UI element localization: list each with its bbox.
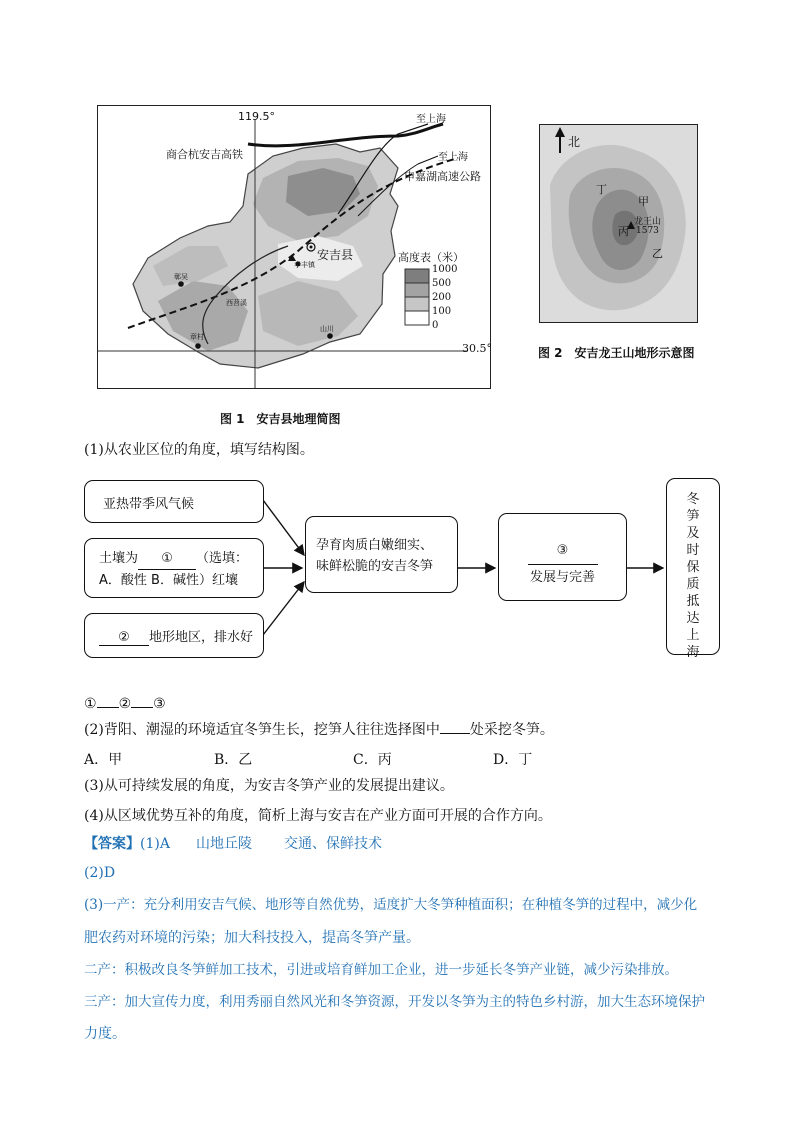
- legend-1000: [405, 269, 429, 283]
- peak-height: 1573: [636, 226, 659, 236]
- blank-line-2-label: ②: [118, 696, 132, 712]
- option-a[interactable]: A．甲: [84, 752, 123, 768]
- option-d[interactable]: D．丁: [493, 752, 533, 768]
- legend-label-100: 100: [432, 306, 452, 317]
- answer-blank-2[interactable]: [131, 707, 153, 708]
- arrow-terrain: [263, 582, 304, 635]
- figure-2-terrain: [539, 124, 698, 323]
- blanks-line: [84, 694, 166, 714]
- box-climate-text: 亚热带季风气候: [103, 497, 195, 512]
- latitude-label: 30.5°: [462, 342, 492, 355]
- town-marker-se: [327, 333, 333, 339]
- terrain-post: 地形地区，排水好: [149, 630, 254, 645]
- answer-1: [84, 834, 382, 854]
- figure-1-caption: 图 1 安吉县地理简图: [220, 412, 341, 426]
- q2-blank[interactable]: [440, 733, 470, 734]
- soil-post: （选填：: [196, 551, 249, 566]
- county-label: 安吉县: [317, 248, 354, 262]
- to-shanghai-label-2: 至上海: [438, 152, 468, 163]
- question-3: (3)从可持续发展的角度，为安吉冬笋产业的发展提出建议。: [84, 778, 454, 794]
- box-soil: [84, 538, 264, 598]
- town-marker-sw: [195, 343, 201, 349]
- highway-label: 申嘉湖高速公路: [404, 170, 481, 183]
- box-final: [666, 478, 720, 660]
- legend-100: [405, 311, 429, 325]
- question-1: (1)从农业区位的角度，填写结构图。: [84, 442, 314, 458]
- answer-tag: 【答案】: [84, 836, 140, 852]
- legend-label-0: 0: [432, 320, 439, 331]
- center-line1: 孕育肉质白嫩细实、: [316, 538, 434, 553]
- answer-1-c: 交通、保鲜技术: [283, 836, 382, 852]
- blank-2[interactable]: ②: [99, 630, 149, 646]
- question-4: (4)从区域优势互补的角度，简析上海与安吉在产业方面可开展的合作方向。: [84, 808, 552, 824]
- place-label-se: 山川: [320, 325, 334, 333]
- point-jia: 甲: [638, 195, 649, 208]
- final-text: 冬笋及时保质抵达上海: [686, 492, 700, 660]
- blank-3[interactable]: ③: [528, 538, 598, 565]
- legend-label-1000: 1000: [432, 264, 458, 275]
- town-marker-west: [178, 281, 184, 287]
- legend-500: [405, 283, 429, 297]
- blank-1[interactable]: ①: [138, 548, 196, 570]
- box-terrain: [84, 613, 264, 658]
- answer-3-line-3: 二产：积极改良冬笋鲜加工技术，引进或培育鲜加工企业，进一步延长冬笋产业链，减少污染排放。: [84, 962, 678, 978]
- answer-2: (2)D: [84, 865, 116, 881]
- legend-label-500: 500: [432, 278, 452, 289]
- to-shanghai-label-1: 至上海: [416, 114, 446, 125]
- blank-line-1-label: ①: [84, 696, 97, 712]
- legend-title: 高度表（米）: [398, 251, 464, 264]
- answer-3-line-4: 三产：加大宣传力度，利用秀丽自然风光和冬笋资源，开发以冬笋为主的特色乡村游，加大生态环境保护: [84, 994, 705, 1010]
- answer-1-a: (1)A: [140, 836, 170, 852]
- box-development: [498, 513, 627, 601]
- soil-line2: A．酸性 B．碱性）红壤: [99, 573, 238, 588]
- answer-3-line-1: (3)一产：充分利用安吉气候、地形等自然优势，适度扩大冬笋种植面积；在种植冬笋的过程中，减少化: [84, 897, 698, 913]
- soil-pre: 土壤为: [99, 551, 139, 566]
- center-line2: 味鲜松脆的安吉冬笋: [316, 559, 434, 574]
- county-map-svg: [98, 106, 490, 388]
- question-2: [84, 720, 554, 740]
- q2-pre: (2)背阳、潮湿的环境适宜冬笋生长，挖笋人往往选择图中: [84, 722, 440, 738]
- answer-3-line-5: 力度。: [84, 1026, 126, 1042]
- answer-1-b: 山地丘陵: [195, 836, 252, 852]
- arrow-climate: [263, 500, 304, 555]
- figure-1-map: [97, 105, 491, 389]
- blank-line-3-label: ③: [153, 696, 166, 712]
- river-label: 西苕溪: [226, 299, 247, 307]
- box-center: [305, 516, 458, 593]
- point-bing: 丙: [618, 225, 629, 238]
- place-label-west: 鄣吴: [174, 273, 188, 281]
- option-c[interactable]: C．丙: [353, 752, 392, 768]
- answer-blank-1[interactable]: [97, 707, 119, 708]
- dev-text: 发展与完善: [529, 570, 595, 585]
- legend-200: [405, 297, 429, 311]
- legend-label-200: 200: [432, 292, 452, 303]
- place-label-sw: 章村: [190, 333, 204, 341]
- figure-2-caption: 图 2 安吉龙王山地形示意图: [538, 346, 695, 360]
- q2-post: 处采挖冬笋。: [469, 722, 554, 738]
- point-yi: 乙: [652, 247, 663, 260]
- box-climate: [84, 480, 264, 523]
- option-b[interactable]: B．乙: [214, 752, 253, 768]
- north-label: 北: [568, 135, 581, 149]
- point-ding: 丁: [596, 183, 607, 196]
- answer-3-line-2: 肥农药对环境的污染；加大科技投入，提高冬笋产量。: [84, 930, 420, 946]
- town-label-xiaofeng: 孝丰镇: [294, 261, 315, 269]
- peak-name: 龙王山: [634, 217, 662, 227]
- longitude-label: 119.5°: [238, 110, 275, 123]
- railway-label: 商合杭安吉高铁: [166, 148, 243, 161]
- railway-line: [248, 124, 443, 146]
